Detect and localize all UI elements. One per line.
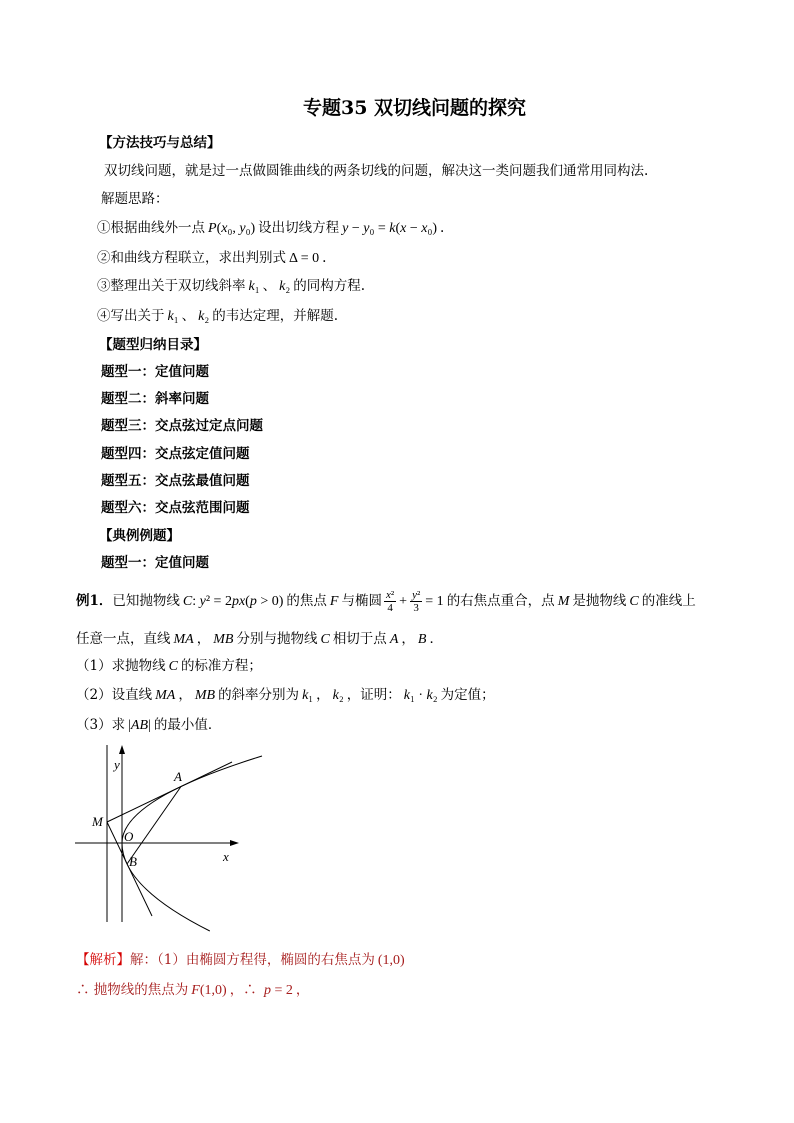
tangent-line-ma <box>107 762 232 822</box>
point-b: B <box>417 632 427 647</box>
line-mb: MB <box>194 688 216 703</box>
q1-text: 的标准方程； <box>180 658 262 674</box>
step-3 <box>97 276 365 296</box>
q2-text: ， <box>178 687 192 703</box>
step-2-discriminant: Δ = 0 <box>289 251 320 266</box>
parabola-tangent-figure <box>70 740 270 940</box>
step-1 <box>97 218 444 238</box>
q2-text: 为定值； <box>440 687 495 703</box>
equals-one: = 1 <box>425 594 444 609</box>
line-mb: MB <box>213 632 234 647</box>
catalog-item: 题型二：斜率问题 <box>101 391 209 407</box>
q2-text: ， <box>316 687 330 703</box>
focus-f: F <box>329 594 339 609</box>
step-1-text-a: ①根据曲线外一点 <box>97 220 205 236</box>
q3-text: （3）求 <box>76 717 126 733</box>
line-ma: MA <box>173 632 194 647</box>
solution-text: ，∴ <box>229 982 261 998</box>
question-2 <box>76 685 495 705</box>
point-a-label: A <box>174 769 182 784</box>
parabola-c: C <box>320 632 330 647</box>
fraction-numerator: x² <box>385 589 395 601</box>
step-4-text-a: ④写出关于 <box>97 308 165 324</box>
step-3-text-b: 、 <box>262 278 277 294</box>
solution-line-1 <box>76 950 408 970</box>
ex1-text: ， <box>196 631 211 647</box>
y-axis-label: y <box>114 757 120 772</box>
step-4-k1: k₁ <box>167 309 179 324</box>
example-1-line-2 <box>76 629 443 649</box>
chord-ab <box>127 787 181 865</box>
question-3 <box>76 715 221 735</box>
ex1-text: 任意一点，直线 <box>76 631 171 647</box>
solution-line-2 <box>76 980 309 1000</box>
q1-text: （1）求抛物线 <box>76 658 166 674</box>
solution-label: 【解析】 <box>76 952 130 968</box>
catalog-item: 题型三：交点弦过定点问题 <box>101 418 263 434</box>
parabola-upper-branch <box>122 756 262 843</box>
solution-text: ， <box>295 982 310 998</box>
ellipse-fraction-x <box>384 589 396 614</box>
parabola-equation: C: y² = 2px(p > 0) <box>182 594 284 609</box>
solution-text: 解：（1）由椭圆方程得，椭圆的右焦点为 <box>130 952 375 968</box>
ex1-text: ， <box>401 631 415 647</box>
ellipse-fraction-y <box>410 589 422 614</box>
y-axis-arrow-icon <box>119 745 125 754</box>
step-2-text-b: . <box>322 250 327 266</box>
x-axis-label: x <box>223 849 229 864</box>
catalog-item: 题型四：交点弦定值问题 <box>101 446 250 462</box>
page-title: 专题35 双切线问题的探究 <box>303 97 527 119</box>
ellipse-right-focus: (1,0) <box>377 953 405 968</box>
origin-label: O <box>124 829 134 844</box>
parabola-c: C <box>629 594 639 609</box>
ex1-text: 的准线上 <box>641 593 696 609</box>
examples-heading: 【典例例题】 <box>99 528 180 544</box>
point-m: M <box>557 594 570 609</box>
ex1-text: 的焦点 <box>286 593 327 609</box>
slope-product: k₁ · k₂ <box>403 688 438 703</box>
step-4-text-b: 、 <box>181 308 196 324</box>
x-axis-arrow-icon <box>230 840 239 846</box>
p-value: p = 2 <box>263 983 293 998</box>
slope-k2: k₂ <box>332 688 344 703</box>
ex1-text: 与椭圆 <box>341 593 382 609</box>
q2-text: 的斜率分别为 <box>218 687 300 703</box>
ex1-text: ． <box>429 631 443 647</box>
solution-text: ∴ 抛物线的焦点为 <box>76 982 189 998</box>
step-3-text-a: ③整理出关于双切线斜率 <box>97 278 246 294</box>
question-1 <box>76 656 262 676</box>
example-type-label: 题型一：定值问题 <box>101 555 209 571</box>
step-1-text-c: . <box>440 220 445 236</box>
q2-text: （2）设直线 <box>76 687 153 703</box>
plus-sign: + <box>399 594 408 609</box>
parabola-focus: F(1,0) <box>191 983 227 998</box>
step-3-k2: k₂ <box>279 279 291 294</box>
steps-label: 解题思路： <box>101 191 169 207</box>
q3-text: 的最小值． <box>153 717 222 733</box>
slope-k1: k₁ <box>302 688 314 703</box>
step-1-point: P(x₀, y₀) <box>208 221 256 236</box>
ex1-text: 已知抛物线 <box>112 593 180 609</box>
step-2 <box>97 248 326 268</box>
summary-heading: 【方法技巧与总结】 <box>99 135 221 151</box>
step-2-text-a: ②和曲线方程联立，求出判别式 <box>97 250 286 266</box>
step-4-text-c: 的韦达定理，并解题. <box>212 308 339 324</box>
example-1-label: 例1． <box>76 593 113 609</box>
ex1-text: 的右焦点重合，点 <box>446 593 555 609</box>
summary-intro: 双切线问题，就是过一点做圆锥曲线的两条切线的问题，解决这一类问题我们通常用同构法. <box>104 163 649 179</box>
parabola-c: C <box>168 659 178 674</box>
fraction-denominator: 4 <box>387 602 393 614</box>
catalog-item: 题型一：定值问题 <box>101 364 209 380</box>
ex1-text: 是抛物线 <box>572 593 627 609</box>
fraction-denominator: 3 <box>413 602 419 614</box>
catalog-heading: 【题型归纳目录】 <box>99 337 207 353</box>
q2-text: ，证明： <box>346 687 401 703</box>
point-m-label: M <box>92 814 103 829</box>
fraction-numerator: y² <box>412 589 421 601</box>
point-b-label: B <box>129 854 137 869</box>
step-3-text-c: 的同构方程. <box>293 278 366 294</box>
point-a: A <box>389 632 399 647</box>
step-3-k1: k₁ <box>248 279 260 294</box>
ex1-text: 相切于点 <box>332 631 387 647</box>
catalog-item: 题型五：交点弦最值问题 <box>101 473 250 489</box>
step-4-k2: k₂ <box>198 309 210 324</box>
line-ma: MA <box>155 688 176 703</box>
catalog-item: 题型六：交点弦范围问题 <box>101 500 250 516</box>
chord-length-ab: |AB| <box>128 718 151 733</box>
step-4 <box>97 306 338 326</box>
ex1-text: 分别与抛物线 <box>236 631 318 647</box>
step-1-tangent-equation: y − y₀ = k(x − x₀) <box>342 221 438 236</box>
step-1-text-b: 设出切线方程 <box>258 220 340 236</box>
example-1-line-1 <box>76 586 696 616</box>
